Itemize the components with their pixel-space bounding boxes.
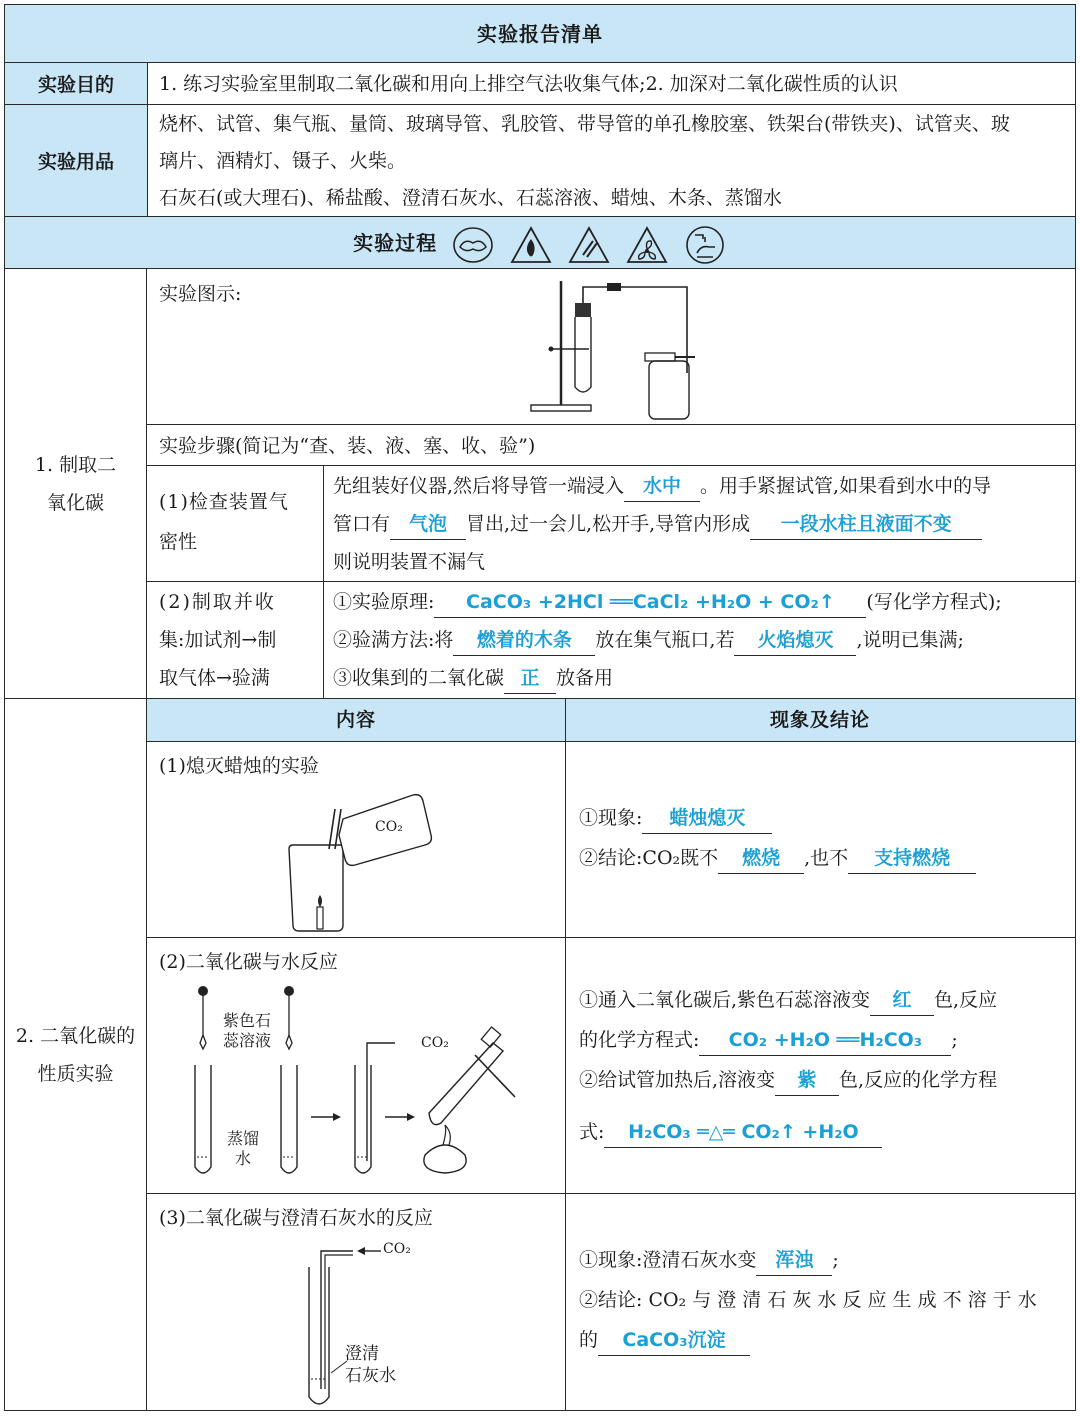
exp3-limewater-label: 澄清 石灰水 [345, 1344, 396, 1386]
exp2-result2: 的化学方程式: CO₂ +H₂O ══H₂CO₃ ; [579, 1021, 958, 1059]
answer-burning-stick: 燃着的木条 [453, 625, 595, 656]
handwash-icon [683, 225, 727, 265]
answer-turbid: 浑浊 [756, 1245, 832, 1276]
section1-label-line2: 氧化碳 [46, 492, 104, 514]
prepare-label-line2: 集:加试剂→制 [159, 629, 277, 651]
purpose-label: 实验目的 [5, 63, 148, 104]
prepare-line1: ①实验原理: CaCO₃ +2HCl ══CaCl₂ +H₂O + CO₂↑ (写化学方程式); [333, 583, 1002, 621]
prepare-line3: ③收集到的二氧化碳 正 放备用 [333, 659, 613, 697]
answer-caco3-precipitate: CaCO₃沉淀 [598, 1325, 750, 1356]
prepare-label-line3: 取气体→验满 [159, 667, 270, 689]
exp2-title: (2)二氧化碳与水反应 [159, 951, 338, 973]
exp2-co2-label: CO₂ [421, 1035, 449, 1051]
section2-row [5, 699, 1075, 1410]
answer-purple: 紫 [775, 1065, 839, 1096]
section2-label-line2: 性质实验 [37, 1062, 114, 1085]
answer-not-burn: 燃烧 [718, 843, 804, 874]
section2-label [5, 699, 147, 1410]
materials-line2: 璃片、酒精灯、镊子、火柴。 [159, 150, 407, 172]
exp2-result1: ①通入二氧化碳后,紫色石蕊溶液变 红 色,反应 [579, 981, 997, 1019]
exp1-title: (1)熄灭蜡烛的实验 [159, 755, 319, 777]
answer-decompose-equation: H₂CO₃ ═△═ CO₂↑ +H₂O [604, 1117, 882, 1148]
check-line2: 管口有 气泡 冒出,过一会儿,松开手,导管内形成 一段水柱且液面不变 [333, 505, 982, 543]
answer-co2-water-equation: CO₂ +H₂O ══H₂CO₃ [699, 1025, 951, 1056]
answer-water: 水中 [624, 471, 700, 502]
exp3-result2: ②结论: CO₂ 与 澄 清 石 灰 水 反 应 生 成 不 溶 于 水 [579, 1289, 1037, 1311]
flame-warning-icon [509, 225, 553, 265]
materials-line1: 烧杯、试管、集气瓶、量筒、玻璃导管、乳胶管、带导管的单孔橡胶塞、铁架台(带铁夹)、试管夹、玻 [159, 113, 1010, 135]
section2-label-line1: 2. 二氧化碳的 [15, 1024, 136, 1047]
exp3-title: (3)二氧化碳与澄清石灰水的反应 [159, 1207, 433, 1229]
section1-label [5, 269, 147, 699]
section1-row [5, 269, 1075, 699]
candle-extinguish-diagram [283, 789, 433, 933]
steps-title: 实验步骤(简记为“查、装、液、塞、收、验”) [159, 435, 536, 457]
diagram-label: 实验图示: [159, 283, 242, 305]
answer-water-column: 一段水柱且液面不变 [750, 509, 982, 540]
prepare-line2: ②验满方法:将 燃着的木条 放在集气瓶口,若 火焰熄灭 ,说明已集满; [333, 621, 964, 659]
exp1-result1: ①现象: 蜡烛熄灭 [579, 799, 772, 837]
section1-label-line1: 1. 制取二 [34, 454, 117, 476]
answer-equation: CaCO₃ +2HCl ══CaCl₂ +H₂O + CO₂↑ [434, 587, 866, 618]
answer-red: 红 [870, 985, 934, 1016]
check-line1: 先组装好仪器,然后将导管一端浸入 水中 。用手紧握试管,如果看到水中的导 [333, 467, 991, 505]
co2-generation-apparatus [525, 277, 705, 421]
purpose-text: 1. 练习实验室里制取二氧化碳和用向上排空气法收集气体;2. 加深对二氧化碳性质的认识 [159, 73, 898, 95]
exp2-result3: ②给试管加热后,溶液变 紫 色,反应的化学方程 [579, 1061, 997, 1099]
check-label-line2: 密性 [159, 531, 198, 553]
check-line3: 则说明装置不漏气 [333, 551, 486, 573]
exp3-co2-label: CO₂ [383, 1241, 411, 1257]
prepare-label-line1: (2)制取并收 [159, 591, 276, 613]
exp2-water-label: 蒸馏 水 [227, 1129, 260, 1168]
process-label: 实验过程 [353, 231, 438, 255]
purpose-row [5, 63, 1075, 105]
answer-bubbles: 气泡 [390, 509, 466, 540]
answer-upright: 正 [504, 663, 556, 694]
process-header [5, 217, 1075, 269]
check-label-line1: (1)检查装置气 [159, 491, 289, 513]
materials-label: 实验用品 [5, 105, 148, 216]
table-title: 实验报告清单 [5, 5, 1075, 63]
exp1-result2: ②结论:CO₂既不 燃烧 ,也不 支持燃烧 [579, 839, 976, 877]
exp2-litmus-label: 紫色石 蕊溶液 [223, 1011, 272, 1050]
exp3-result3: 的 CaCO₃沉淀 [579, 1321, 750, 1359]
ventilation-icon [625, 225, 669, 265]
col-result-header: 现象及结论 [565, 699, 1075, 741]
answer-not-support: 支持燃烧 [848, 843, 976, 874]
report-table [4, 4, 1076, 1411]
col-content-header: 内容 [147, 699, 565, 741]
answer-flame-out: 火焰熄灭 [734, 625, 856, 656]
goggles-icon [451, 225, 495, 265]
exp3-result1: ①现象:澄清石灰水变 浑浊 ; [579, 1241, 839, 1279]
exp2-result4: 式: H₂CO₃ ═△═ CO₂↑ +H₂O [579, 1113, 882, 1151]
exp1-co2-label: CO₂ [375, 819, 403, 835]
chemical-warning-icon [567, 225, 611, 265]
answer-candle-out: 蜡烛熄灭 [642, 803, 772, 834]
materials-row [5, 105, 1075, 217]
materials-line3: 石灰石(或大理石)、稀盐酸、澄清石灰水、石蕊溶液、蜡烛、木条、蒸馏水 [159, 187, 782, 209]
